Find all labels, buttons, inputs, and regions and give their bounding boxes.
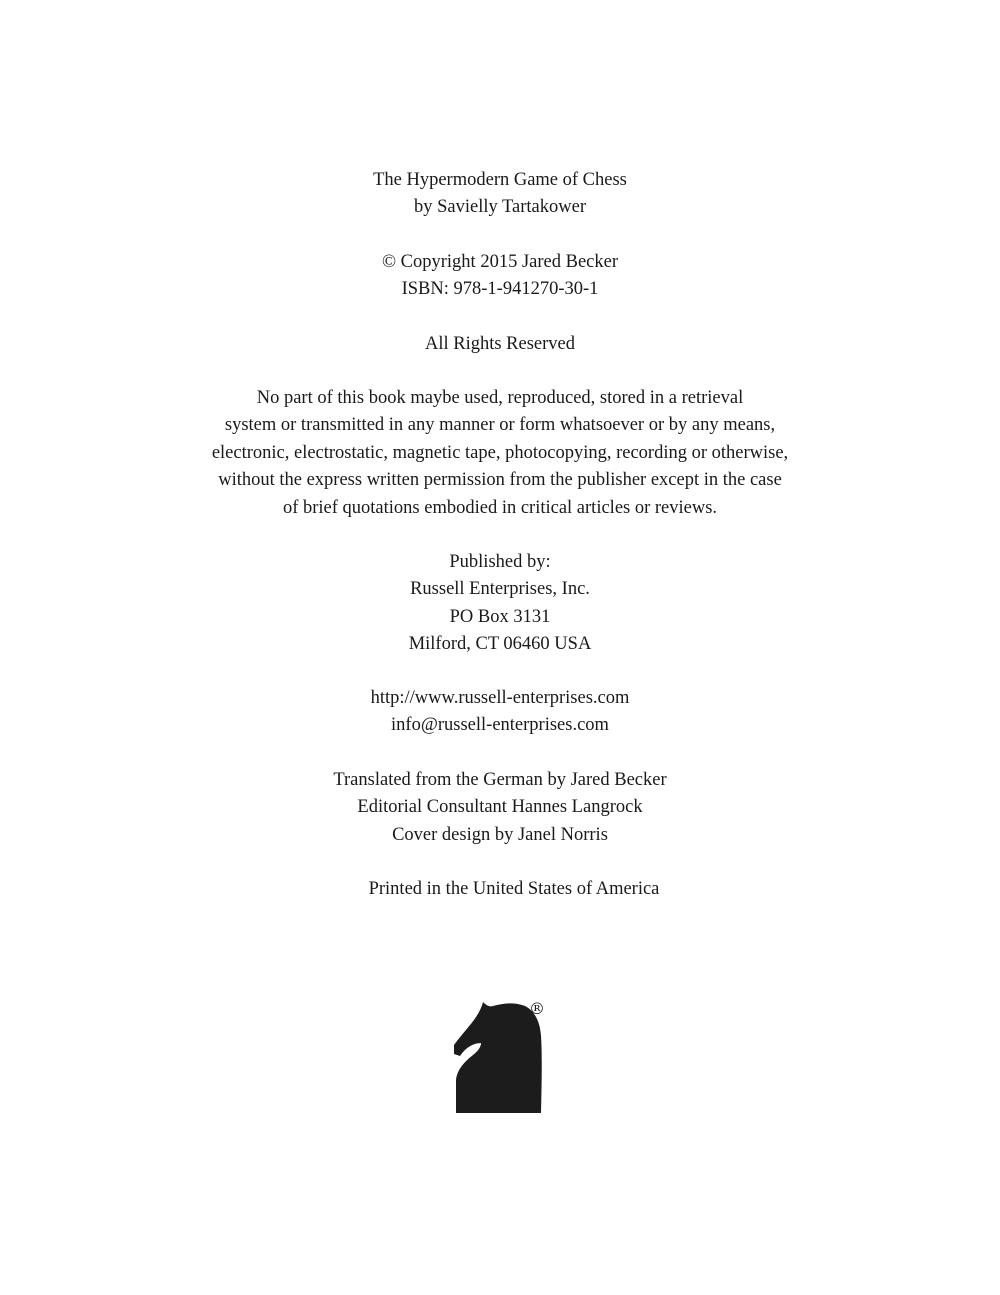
legal-notice bbox=[0, 385, 1000, 522]
notice-line: No part of this book maybe used, reproduced, stored in a retrieval bbox=[256, 388, 744, 408]
book-title: The Hypermodern Game of Chess bbox=[373, 170, 627, 190]
copyright-line: © Copyright 2015 Jared Becker bbox=[381, 252, 618, 272]
printed-line: Printed in the United States of America bbox=[368, 879, 660, 899]
publisher-logo bbox=[452, 996, 550, 1116]
credits-block bbox=[0, 767, 1000, 849]
isbn-line: ISBN: 978-1-941270-30-1 bbox=[401, 279, 599, 300]
translator-line: Translated from the German by Jared Becker bbox=[333, 770, 667, 790]
notice-line: of brief quotations embodied in critical articles or reviews. bbox=[282, 497, 718, 518]
email-link[interactable]: info@russell-enterprises.com bbox=[391, 715, 609, 736]
website-link[interactable]: http://www.russell-enterprises.com bbox=[370, 688, 630, 708]
publisher-block bbox=[0, 549, 1000, 659]
notice-line: without the express written permission from the publisher except in the case bbox=[218, 470, 782, 491]
publisher-city: Milford, CT 06460 USA bbox=[408, 634, 592, 655]
notice-line: electronic, electrostatic, magnetic tape, photocopying, recording or otherwise, bbox=[211, 442, 789, 463]
publisher-heading: Published by: bbox=[449, 552, 551, 572]
contact-block bbox=[0, 685, 1000, 740]
knight-silhouette bbox=[454, 1002, 542, 1113]
notice-line: system or transmitted in any manner or form whatsoever or by any means, bbox=[224, 415, 776, 436]
chess-knight-icon bbox=[452, 996, 550, 1116]
rights-block bbox=[0, 331, 1000, 358]
copyright-block bbox=[0, 249, 1000, 304]
editor-line: Editorial Consultant Hannes Langrock bbox=[357, 797, 643, 818]
cover-design-line: Cover design by Janel Norris bbox=[392, 824, 608, 845]
publisher-name: Russell Enterprises, Inc. bbox=[410, 579, 590, 600]
registered-mark: ® bbox=[529, 999, 545, 1018]
author-line: by Savielly Tartakower bbox=[413, 197, 586, 218]
printed-block bbox=[0, 876, 1000, 903]
title-block bbox=[0, 167, 1000, 222]
publisher-po-box: PO Box 3131 bbox=[449, 606, 551, 627]
rights-line: All Rights Reserved bbox=[424, 334, 576, 354]
